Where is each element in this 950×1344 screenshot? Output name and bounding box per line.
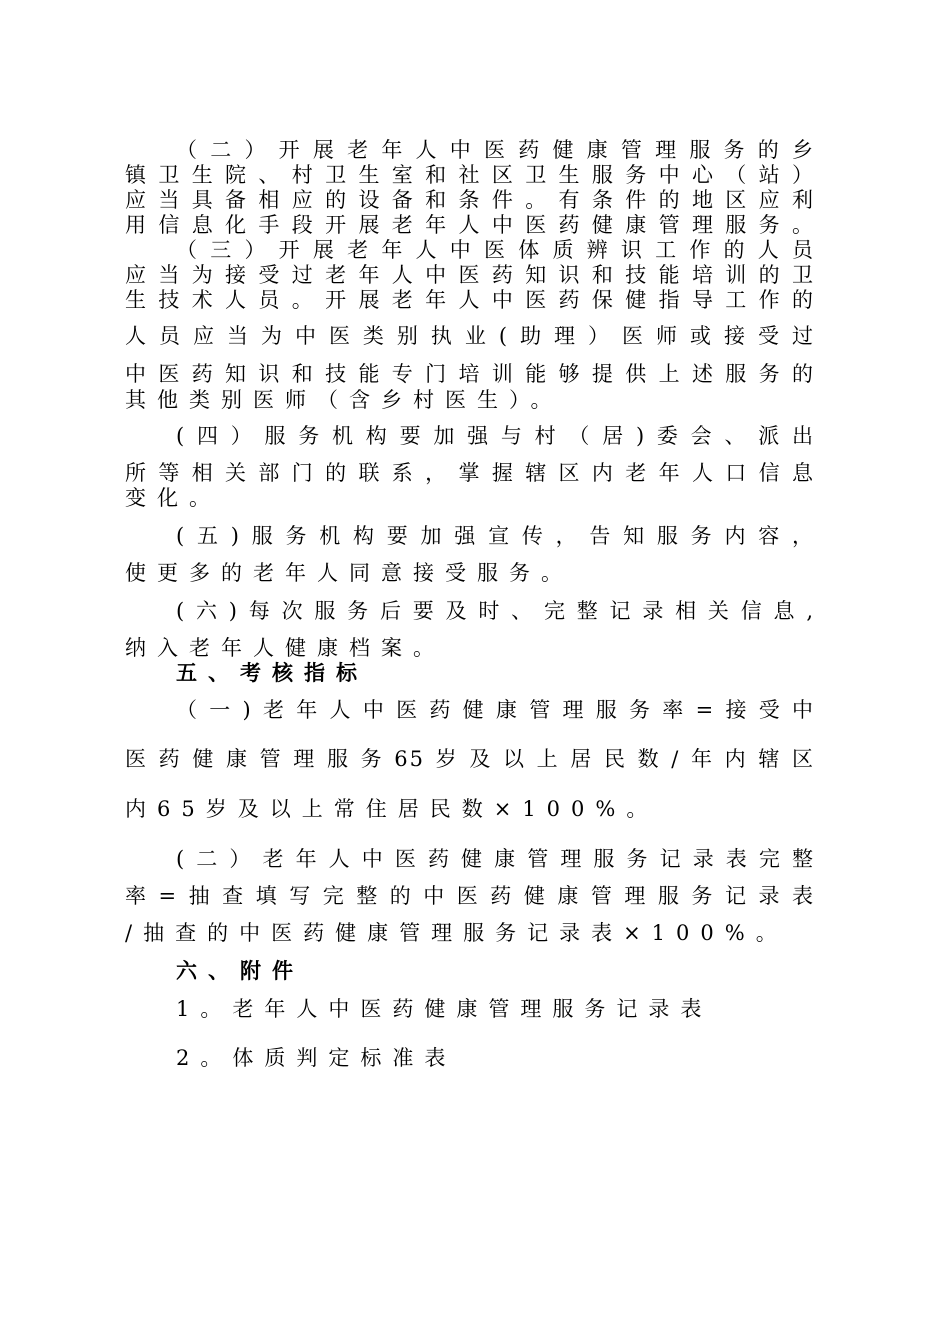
- indicator-2-line-1: (二）老年人中医药健康管理服务记录表完整: [176, 847, 815, 871]
- section-heading-attachments: 六、附件: [176, 958, 304, 983]
- paragraph-2-line-3: 应当具备相应的设备和条件。有条件的地区应利: [125, 188, 815, 212]
- paragraph-5-line-2: 使更多的老年人同意接受服务。: [125, 561, 573, 585]
- paragraph-6-line-2: 纳入老年人健康档案。: [125, 636, 445, 660]
- paragraph-3-line-6: 其他类别医师（含乡村医生）。: [125, 388, 563, 412]
- indicator-2-line-2: 率=抽查填写完整的中医药健康管理服务记录表: [125, 884, 815, 908]
- attachment-item-2: 2。体质判定标准表: [176, 1046, 457, 1070]
- paragraph-3-line-3: 生技术人员。开展老年人中医药保健指导工作的: [125, 288, 815, 312]
- paragraph-6-line-1: (六)每次服务后要及时、完整记录相关信息,: [176, 599, 815, 623]
- attachment-item-1: 1。老年人中医药健康管理服务记录表: [176, 997, 713, 1021]
- paragraph-3-line-5: 中医药知识和技能专门培训能够提供上述服务的: [125, 362, 815, 386]
- paragraph-3-line-4: 人员应当为中医类别执业(助理）医师或接受过: [125, 324, 815, 348]
- paragraph-5-line-1: (五)服务机构要加强宣传，告知服务内容，: [176, 524, 815, 548]
- indicator-1-line-3: 内65岁及以上常住居民数×100%。: [125, 797, 659, 821]
- paragraph-2-line-1: （二）开展老年人中医药健康管理服务的乡: [176, 138, 815, 162]
- indicator-2-line-3: /抽查的中医药健康管理服务记录表×100%。: [125, 921, 788, 945]
- paragraph-4-line-1: (四）服务机构要加强与村（居)委会、派出: [176, 424, 815, 448]
- section-heading-assessment: 五、考核指标: [176, 660, 368, 685]
- paragraph-4-line-3: 变化。: [125, 486, 221, 510]
- paragraph-3-line-1: （三）开展老年人中医体质辨识工作的人员: [176, 238, 815, 262]
- paragraph-4-line-2: 所等相关部门的联系，掌握辖区内老年人口信息: [125, 461, 815, 485]
- indicator-1-line-2: 医药健康管理服务65岁及以上居民数/年内辖区: [125, 747, 815, 771]
- paragraph-3-line-2: 应当为接受过老年人中医药知识和技能培训的卫: [125, 263, 815, 287]
- paragraph-2-line-4: 用信息化手段开展老年人中医药健康管理服务。: [125, 213, 815, 237]
- paragraph-2-line-2: 镇卫生院、村卫生室和社区卫生服务中心（站）: [125, 163, 815, 187]
- indicator-1-line-1: （一)老年人中医药健康管理服务率=接受中: [176, 698, 815, 722]
